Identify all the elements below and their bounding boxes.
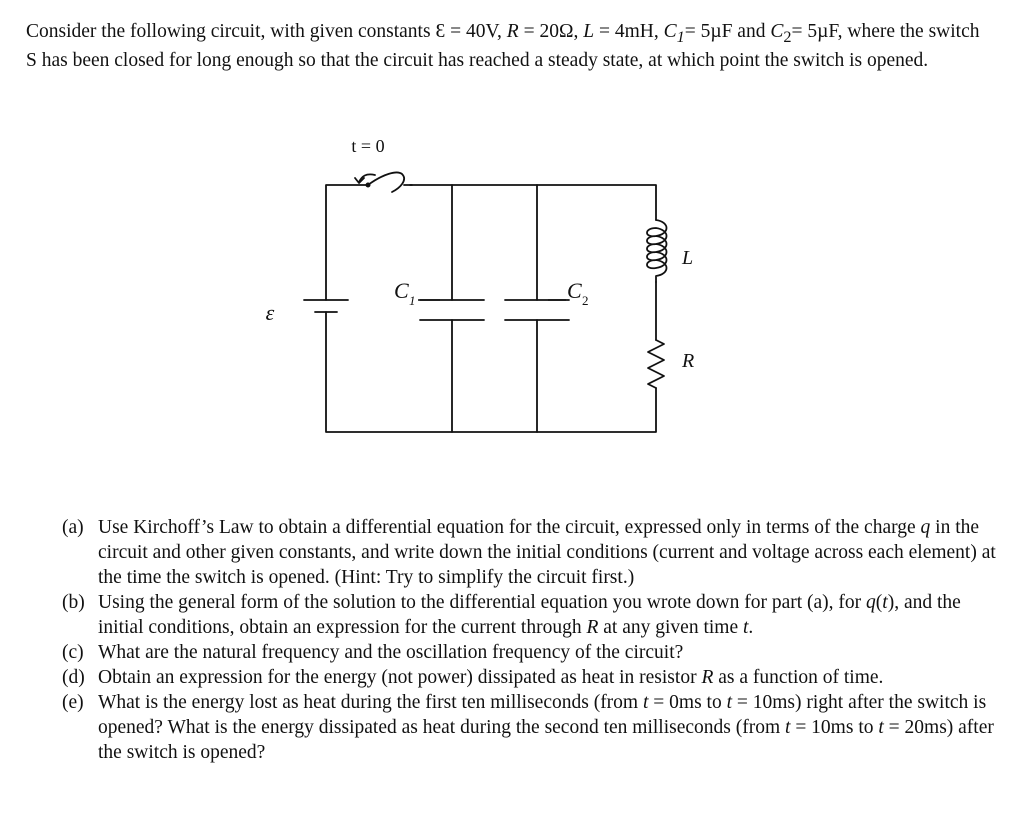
emf-symbol: Ɛ <box>435 21 446 42</box>
question-text: = 10ms to <box>790 717 879 738</box>
math-variable: t <box>642 692 649 713</box>
resistance-symbol: R <box>506 21 519 42</box>
resistor-label: R <box>682 350 695 372</box>
question-label: (c) <box>62 642 84 663</box>
question-label: (a) <box>62 517 84 538</box>
resistor-zigzag <box>648 340 664 388</box>
c2-subscript: 2 <box>783 27 792 46</box>
question-text: ( <box>875 592 883 613</box>
question-text: at any given time <box>598 617 743 638</box>
math-variable: t <box>882 592 888 613</box>
question-list <box>62 515 1002 765</box>
question-label: (b) <box>62 592 85 613</box>
math-variable: R <box>586 617 599 638</box>
question-text: = 0ms to <box>648 692 727 713</box>
question-text: What is the energy lost as heat during the first ten milliseconds (from <box>98 692 643 713</box>
math-variable: t <box>785 717 791 738</box>
c2-label: C <box>567 278 582 303</box>
right-wire-bottom <box>326 312 656 432</box>
math-variable: R <box>701 667 714 688</box>
inductance-symbol: L <box>583 21 595 42</box>
math-variable: q <box>920 517 931 538</box>
inductor-coil <box>647 220 667 282</box>
intro-text-1: Consider the following circuit, with given constants <box>26 21 436 42</box>
question-text: Using the general form of the solution to the differential equation you wrote down for part (a), for <box>98 592 867 613</box>
question-text: . <box>748 617 754 638</box>
math-variable: t <box>878 717 884 738</box>
c1-symbol: C <box>663 21 677 42</box>
question-text: = 20ms) after the switch is opened? <box>98 717 994 763</box>
c1-label: C <box>394 278 409 303</box>
top-wire <box>410 185 656 220</box>
question-text: as a function of time. <box>713 667 884 688</box>
intro-text-5: = 5µF and <box>684 21 771 42</box>
question-text: Obtain an expression for the energy (not power) dissipated as heat in resistor <box>98 667 702 688</box>
c2-label-subscript: 2 <box>582 293 589 308</box>
switch-label: t = 0 <box>351 136 385 156</box>
question-text: in the circuit and other given constants, and write down the initial conditions (current and voltage across each element) at the time the switch is opened. (Hint: Try to simplify the circuit first.) <box>98 517 996 588</box>
question-b <box>62 590 1002 640</box>
emf-label: ɛ <box>265 300 275 325</box>
intro-text-4: = 4mH, <box>594 21 664 42</box>
intro-text-2: = 40V, <box>445 21 507 42</box>
question-text: = 10ms) right after the switch is opened? What is the energy dissipated as heat during the second ten milliseconds (from <box>98 692 987 738</box>
question-label: (d) <box>62 667 85 688</box>
math-variable: t <box>726 692 732 713</box>
question-a <box>62 515 1002 590</box>
inductor-label: L <box>682 247 694 269</box>
question-e <box>62 690 1002 765</box>
c1-label-subscript: 1 <box>409 293 416 308</box>
question-text: What are the natural frequency and the oscillation frequency of the circuit? <box>98 642 684 663</box>
c2-symbol: C <box>770 21 784 42</box>
question-text: ), and the initial conditions, obtain an expression for the current through <box>98 592 961 638</box>
question-text: Use Kirchoff’s Law to obtain a differential equation for the circuit, expressed only in terms of the charge <box>98 517 921 538</box>
c1-subscript: 1 <box>676 27 685 46</box>
question-d <box>62 665 1002 690</box>
intro-text-3: = 20Ω, <box>518 21 584 42</box>
intro-text-6: = 5µF, where the switch S has been closed for long enough so that the circuit has reached a steady state, at which point the switch is opened. <box>26 21 980 71</box>
question-c <box>62 640 1002 665</box>
math-variable: q <box>866 592 876 613</box>
left-wire <box>326 185 368 300</box>
question-label: (e) <box>62 692 84 713</box>
math-variable: t <box>743 617 749 638</box>
